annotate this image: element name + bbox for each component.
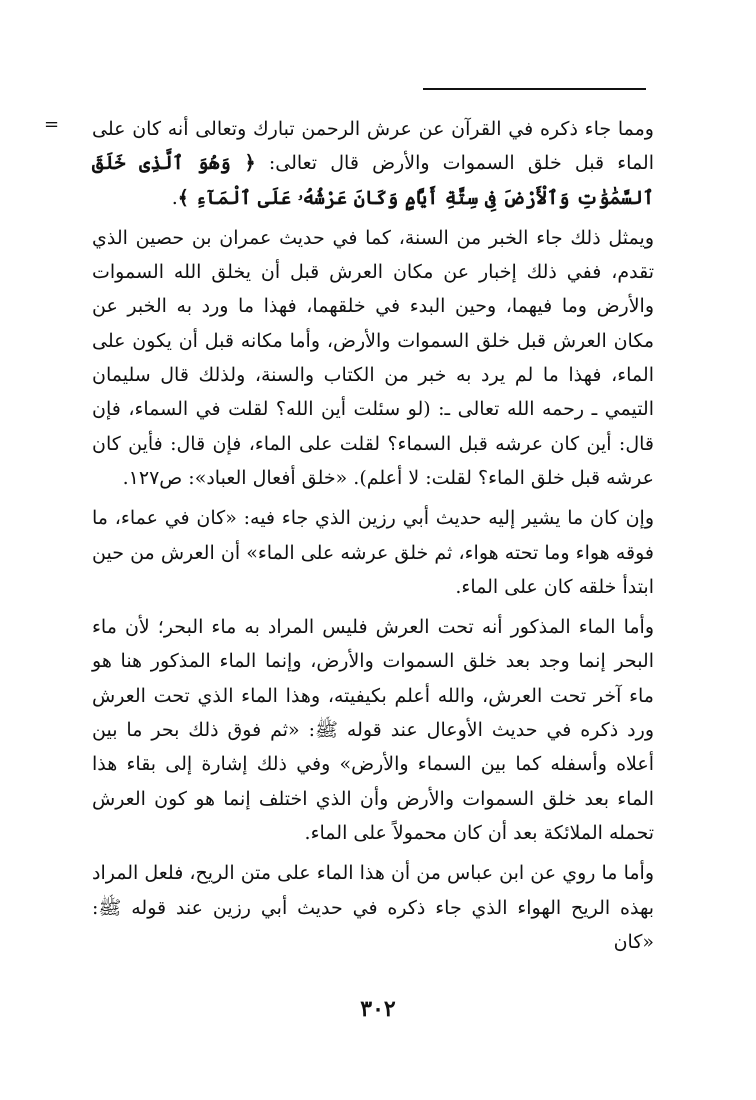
paragraph-1-end: . [171, 186, 178, 209]
footnote-text-block [92, 112, 654, 965]
footnote-separator-rule [423, 88, 646, 90]
paragraph-5: وأما ما روي عن ابن عباس من أن هذا الماء على متن الريح، فلعل المراد بهذه الريح الهواء الذي جاء ذكره في حديث أبي رزين عند قوله ﷺ: «كان [92, 862, 654, 953]
quran-verse: ﴿ وَهُوَ ٱلَّذِى خَلَقَ ٱلسَّمَٰوَٰتِ وَٱلْأَرْضَ فِى سِتَّةِ أَيَّامٍ وَكَانَ عَرْشُهُۥ عَلَى ٱلْمَآءِ ﴾ [92, 152, 654, 209]
footnote-continuation-marker: = [44, 114, 60, 135]
paragraph-3: وإن كان ما يشير إليه حديث أبي رزين الذي جاء فيه: «كان في عماء، ما فوقه هواء وما تحته هواء، ثم خلق عرشه على الماء» أن العرش من حين ابتدأ خلقه كان على الماء. [92, 507, 654, 598]
paragraph-1-intro: ومما جاء ذكره في القرآن عن عرش الرحمن تبارك وتعالى أنه كان على الماء قبل خلق السموات والأرض قال تعالى: [92, 118, 654, 175]
paragraph-4: وأما الماء المذكور أنه تحت العرش فليس المراد به ماء البحر؛ لأن ماء البحر إنما وجد بعد خلق السموات والأرض، وإنما الماء المذكور هنا هو ماء آخر تحت العرش، والله أعلم بكيفيته، وهذا الماء الذي تحت العرش ورد ذكره في حديث الأوعال عند قوله ﷺ: «ثم فوق ذلك بحر ما بين أعلاه وأسفله كما بين السماء والأرض» وفي ذلك إشارة إلى بقاء هذا الماء بعد خلق السموات والأرض وأن الذي اختلف إنما هو كون العرش تحمله الملائكة بعد أن كان محمولاً على الماء. [92, 616, 654, 844]
paragraph-quran-verse [92, 112, 654, 215]
page-number: ٣٠٢ [360, 996, 396, 1022]
paragraph-2: ويمثل ذلك جاء الخبر من السنة، كما في حديث عمران بن حصين الذي تقدم، ففي ذلك إخبار عن مكان العرش قبل أن يخلق الله السموات والأرض وما فيهما، وحين البدء في خلقهما، فهذا ما ورد به الخبر عن مكان العرش قبل خلق السموات والأرض، وأما مكانه قبل أن يكون على الماء، فهذا ما لم يرد به خبر من الكتاب والسنة، ولذلك قال سليمان التيمي ـ رحمه الله تعالى ـ: (لو سئلت أين الله؟ لقلت في السماء، فإن قال: أين كان عرشه قبل السماء؟ لقلت على الماء، فإن قال: فأين كان عرشه قبل خلق الماء؟ لقلت: لا أعلم). «خلق أفعال العباد»: ص١٢٧. [92, 226, 654, 489]
